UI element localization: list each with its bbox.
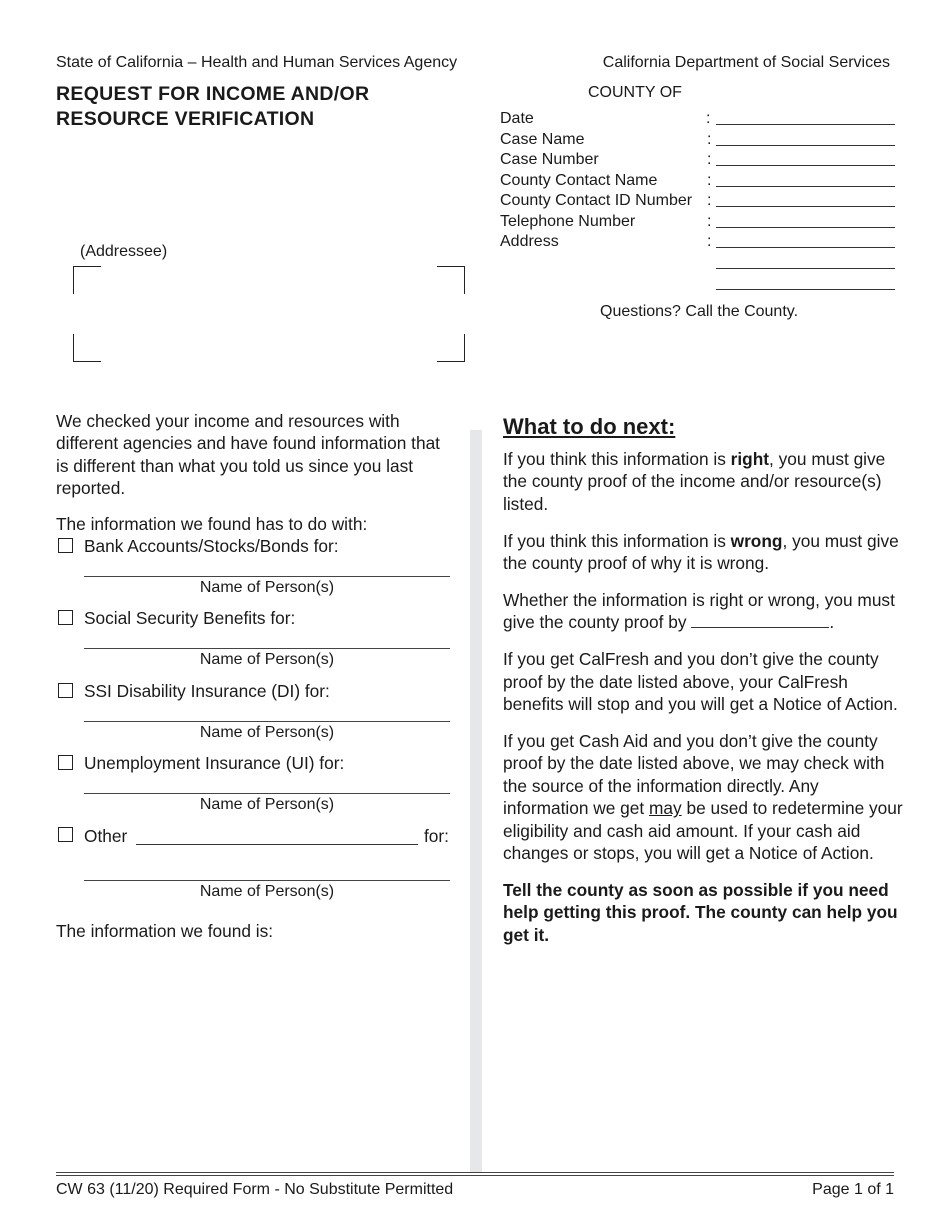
case-number-field[interactable] <box>716 165 895 166</box>
other-label: Other <box>84 826 128 846</box>
field-label-case-number: Case Number <box>500 151 599 168</box>
county-of-label: COUNTY OF <box>588 84 682 101</box>
field-label-case-name: Case Name <box>500 131 585 148</box>
date-field[interactable] <box>716 124 895 125</box>
page-number: Page 1 of 1 <box>812 1181 894 1198</box>
name-of-persons-line[interactable] <box>84 576 450 577</box>
county-contact-name-field[interactable] <box>716 186 895 187</box>
instructions-column <box>503 413 903 961</box>
county-contact-id-field[interactable] <box>716 206 895 207</box>
instruction-right: If you think this information is right, you must give the county proof of the income and/or resource(s) listed. <box>503 449 886 514</box>
other-specify-line[interactable] <box>136 844 418 845</box>
address-field-line3[interactable] <box>716 289 895 290</box>
field-colon: : <box>707 213 712 230</box>
agency-name: State of California – Health and Human Services Agency <box>56 54 458 71</box>
proof-by-date-field[interactable] <box>691 613 829 628</box>
name-of-persons-caption: Name of Person(s) <box>199 796 335 813</box>
address-field-line1[interactable] <box>716 247 895 248</box>
bank-accounts-label: Bank Accounts/Stocks/Bonds for: <box>84 536 339 556</box>
instruction-help: Tell the county as soon as possible if you need help getting this proof. The county can help you get it. <box>503 880 898 945</box>
field-colon: : <box>707 151 712 168</box>
case-name-field[interactable] <box>716 145 895 146</box>
name-of-persons-caption: Name of Person(s) <box>199 651 335 668</box>
form-title-line1: REQUEST FOR INCOME AND/OR <box>56 83 370 105</box>
field-label-date: Date <box>500 110 534 127</box>
social-security-label: Social Security Benefits for: <box>84 608 296 628</box>
field-colon: : <box>707 131 712 148</box>
bank-accounts-checkbox[interactable] <box>58 538 73 553</box>
other-checkbox[interactable] <box>58 827 73 842</box>
department-name: California Department of Social Services <box>602 54 890 71</box>
footer-rule-bottom <box>56 1175 894 1176</box>
corner-mark <box>437 334 465 362</box>
what-to-do-heading: What to do next: <box>503 414 676 439</box>
form-title-line2: RESOURCE VERIFICATION <box>56 108 315 130</box>
field-label-county-contact-name: County Contact Name <box>500 172 658 189</box>
footer-rule-top <box>56 1172 894 1173</box>
instruction-cash-aid: If you get Cash Aid and you don’t give the county proof by the date listed above, we may check with the source of the information directly. Any information we get may be used to redetermine your eligibility and cash aid amount. If your cash aid changes or stops, you will get a Notice of Action. <box>503 731 903 864</box>
name-of-persons-caption: Name of Person(s) <box>199 724 335 741</box>
corner-mark <box>73 334 101 362</box>
corner-mark <box>73 266 101 294</box>
unemployment-checkbox[interactable] <box>58 755 73 770</box>
field-colon: : <box>707 192 712 209</box>
field-label-address: Address <box>500 233 559 250</box>
found-lead: The information we found has to do with: <box>56 514 368 534</box>
social-security-checkbox[interactable] <box>58 610 73 625</box>
name-of-persons-caption: Name of Person(s) <box>199 883 335 900</box>
instruction-calfresh: If you get CalFresh and you don’t give the county proof by the date listed above, your CalFresh benefits will stop and you will get a Notice of Action. <box>503 649 898 715</box>
instruction-wrong: If you think this information is wrong, you must give the county proof of why it is wrong. <box>503 530 899 574</box>
name-of-persons-line[interactable] <box>84 880 450 881</box>
name-of-persons-caption: Name of Person(s) <box>199 579 335 596</box>
ssi-disability-checkbox[interactable] <box>58 683 73 698</box>
form-identifier: CW 63 (11/20) Required Form - No Substitute Permitted <box>56 1181 454 1198</box>
name-of-persons-line[interactable] <box>84 793 450 794</box>
corner-mark <box>437 266 465 294</box>
intro-paragraph: We checked your income and resources with different agencies and have found information that is different than what you told us since you last reported. <box>56 411 440 499</box>
field-label-county-contact-id: County Contact ID Number <box>500 192 693 209</box>
column-divider <box>470 430 482 1172</box>
field-colon: : <box>707 233 712 250</box>
ssi-disability-label: SSI Disability Insurance (DI) for: <box>84 681 330 701</box>
unemployment-label: Unemployment Insurance (UI) for: <box>84 753 345 773</box>
addressee-label: (Addressee) <box>80 243 168 260</box>
instruction-deadline: Whether the information is right or wrong, you must give the county proof by . <box>503 590 895 633</box>
found-is-label: The information we found is: <box>56 921 274 941</box>
field-colon: : <box>707 172 712 189</box>
questions-note: Questions? Call the County. <box>600 303 799 320</box>
telephone-field[interactable] <box>716 227 895 228</box>
other-for-label: for: <box>424 826 449 846</box>
name-of-persons-line[interactable] <box>84 648 450 649</box>
field-label-telephone: Telephone Number <box>500 213 636 230</box>
field-colon: : <box>706 110 711 127</box>
address-field-line2[interactable] <box>716 268 895 269</box>
name-of-persons-line[interactable] <box>84 721 450 722</box>
